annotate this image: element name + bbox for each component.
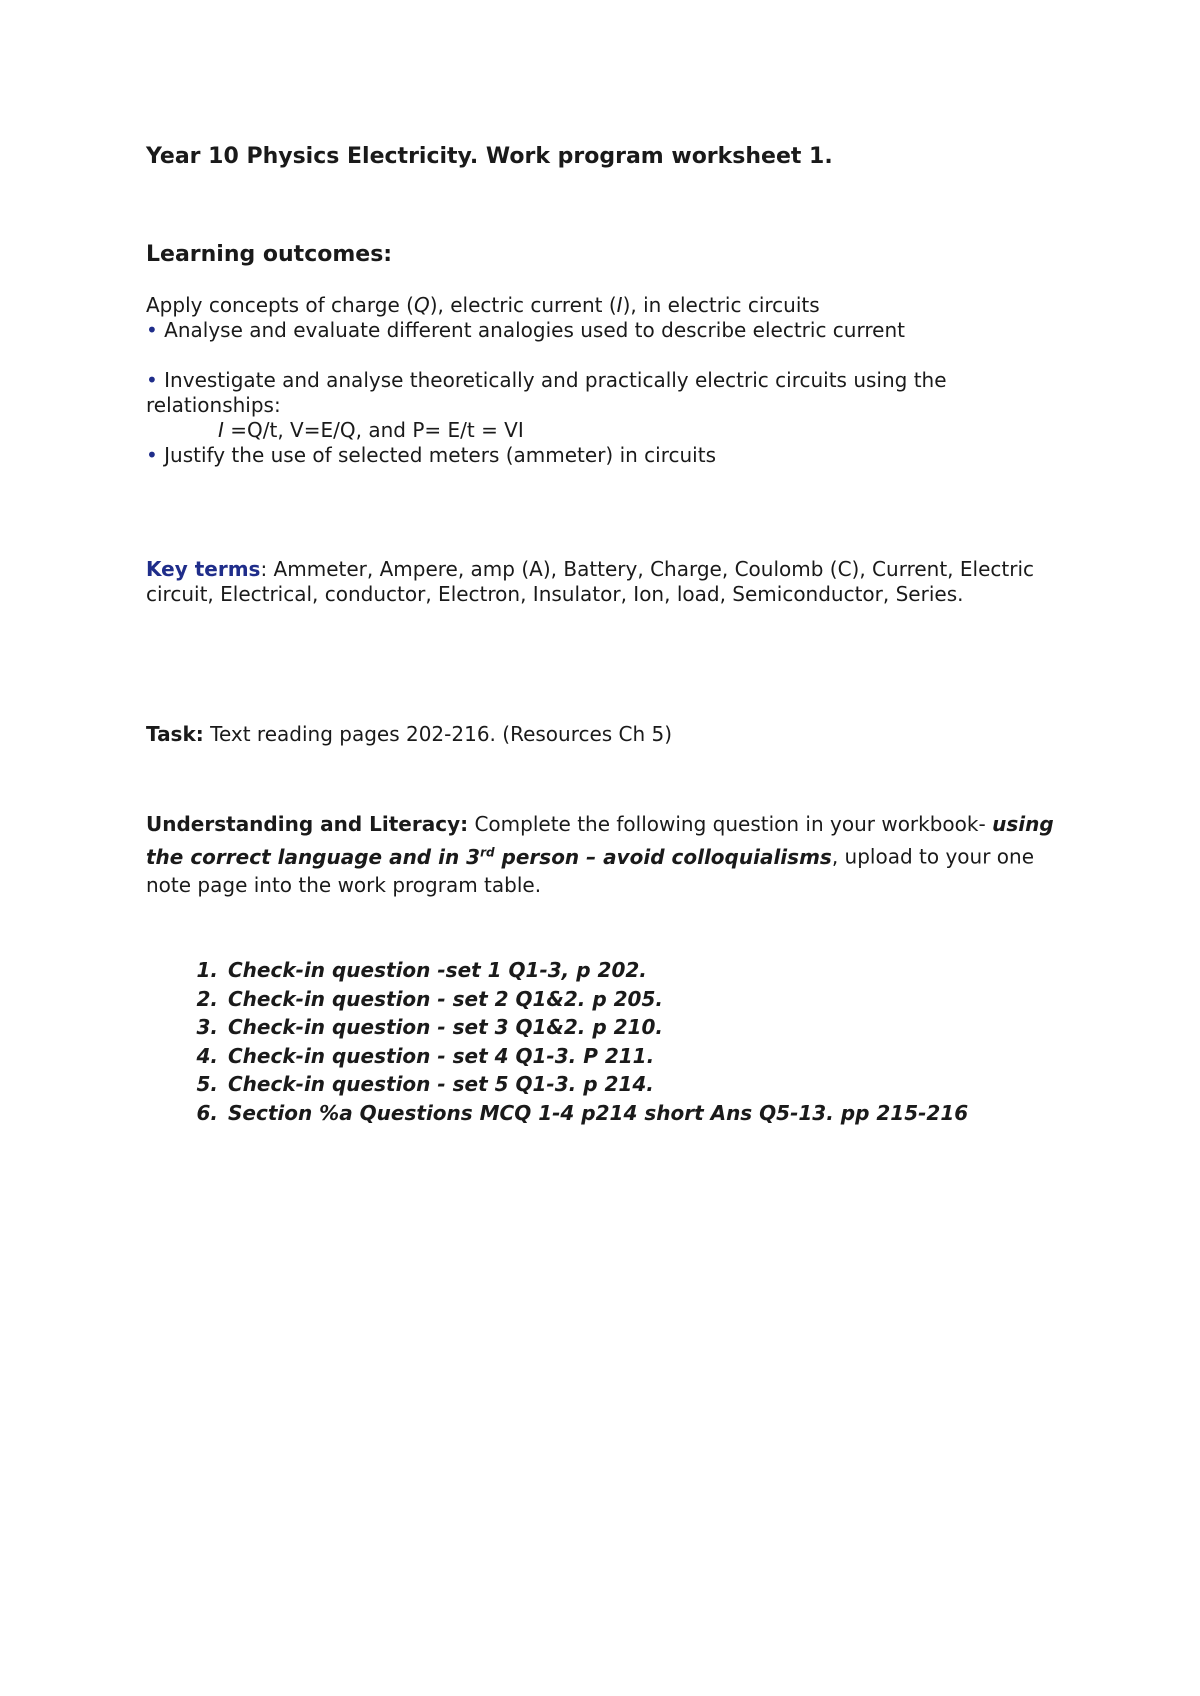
literacy-label: Understanding and Literacy: <box>146 812 469 836</box>
relationship-formulas: I =Q/t, V=E/Q, and P= E/t = VI <box>218 418 524 442</box>
list-item: 4. Check-in question - set 4 Q1-3. P 211. <box>196 1043 655 1068</box>
learning-outcome-bullet-2: • Investigate and analyse theoretically and practically electric circuits using the relationships: <box>146 368 947 417</box>
key-terms-label: Key terms <box>146 557 261 581</box>
question-list <box>182 956 968 1128</box>
task: Task: Text reading pages 202-216. (Resources Ch 5) <box>146 722 673 746</box>
list-item: 1. Check-in question -set 1 Q1-3, p 202. <box>196 958 647 982</box>
bullet-icon: • <box>146 318 158 342</box>
document-title: Year 10 Physics Electricity. Work program worksheet 1. <box>146 144 833 169</box>
learning-outcome-bullet-3: • Justify the use of selected meters (ammeter) in circuits <box>146 443 716 467</box>
learning-outcomes-intro: Apply concepts of charge (Q), electric current (I), in electric circuits <box>146 293 820 317</box>
learning-outcome-bullet-1: • Analyse and evaluate different analogies used to describe electric current <box>146 318 905 342</box>
learning-outcomes-heading: Learning outcomes: <box>146 242 393 267</box>
list-item: 3. Check-in question - set 3 Q1&2. p 210. <box>196 1015 663 1040</box>
list-item: 5. Check-in question - set 5 Q1-3. p 214. <box>196 1072 654 1097</box>
list-item: 6. Section %a Questions MCQ 1-4 p214 short Ans Q5-13. pp 215-216 <box>196 1100 969 1125</box>
bullet-icon: • <box>146 368 158 392</box>
task-label: Task: <box>146 722 204 746</box>
understanding-literacy: Understanding and Literacy: Complete the following question in your workbook- using the correct language and in 3rd person – avoid colloquialisms, upload to your one note page into the work program table. <box>146 812 1054 897</box>
key-terms: Key terms: Ammeter, Ampere, amp (A), Battery, Charge, Coulomb (C), Current, Electric circuit, Electrical, conductor, Electron, Insulator, Ion, load, Semiconductor, Series. <box>146 557 1034 606</box>
list-item: 2. Check-in question - set 2 Q1&2. p 205. <box>196 986 663 1011</box>
bullet-icon: • <box>146 443 158 467</box>
